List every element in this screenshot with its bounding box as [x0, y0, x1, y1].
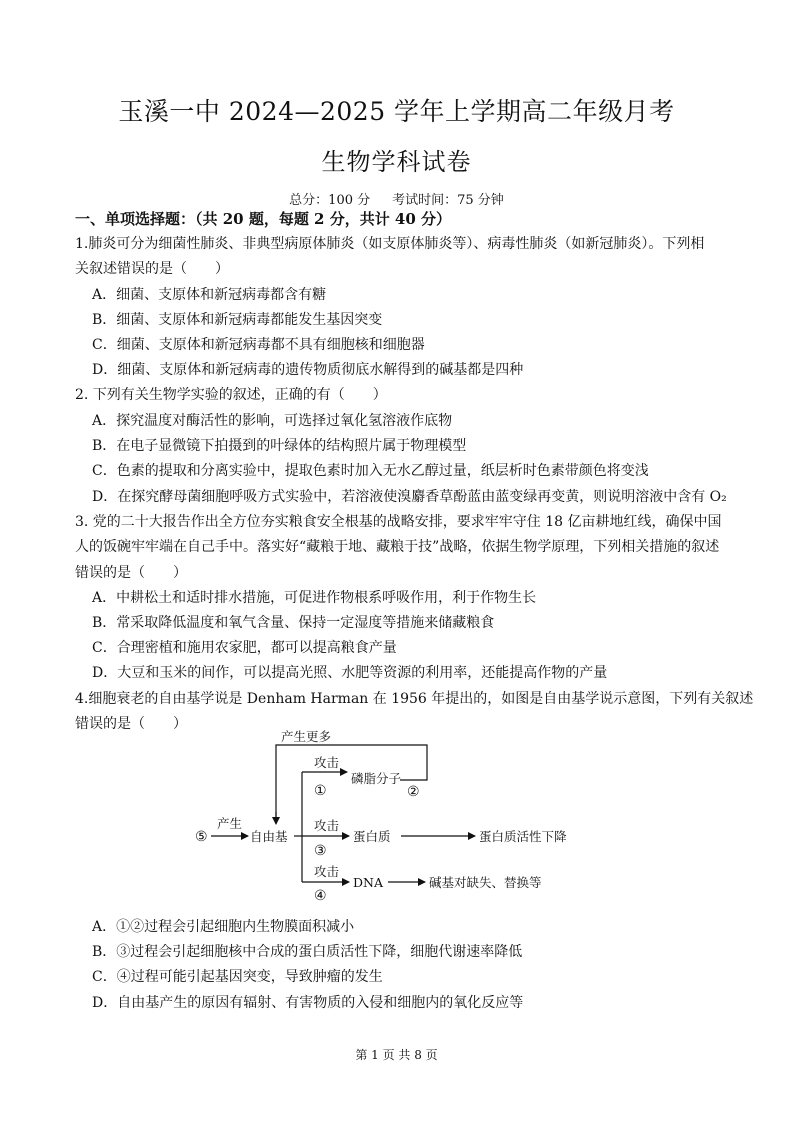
question-3-option-c: C．合理密植和施用农家肥，都可以提高粮食产量: [92, 640, 397, 656]
question-2-option-a: A．探究温度对酶活性的影响，可选择过氧化氢溶液作底物: [92, 413, 453, 429]
attack-label-3: 攻击: [314, 818, 340, 833]
protein-result-label: 蛋白质活性下降: [479, 829, 567, 844]
question-3-line-1: 3. 党的二十大报告作出全方位夯实粮食安全根基的战略安排，要求牢牢守住 18 亿亩耕地红线，确保中国: [75, 514, 722, 530]
question-2-option-b: B．在电子显微镜下拍摄到的叶绿体的结构照片属于物理模型: [92, 438, 467, 454]
dna-result-label: 碱基对缺失、替换等: [429, 875, 542, 890]
free-radical-diagram: [185, 729, 567, 904]
phospholipid-label: 磷脂分子: [351, 771, 402, 786]
question-3-line-3: 错误的是（ ）: [75, 565, 187, 581]
question-1-option-d: D．细菌、支原体和新冠病毒的遗传物质彻底水解得到的碱基都是四种: [92, 362, 524, 378]
label-2: ②: [407, 784, 420, 800]
total-score: 总分：100 分: [289, 193, 371, 208]
label-5: ⑤: [195, 829, 208, 845]
question-3-option-b: B．常采取降低温度和氧气含量、保持一定湿度等措施来储藏粮食: [92, 615, 495, 631]
question-4-line-1: 4.细胞衰老的自由基学说是 Denham Harman 在 1956 年提出的，如图是自由基学说示意图，下列有关叙述: [75, 691, 754, 707]
produce-label: 产生: [217, 816, 243, 831]
question-1-line-1: 1.肺炎可分为细菌性肺炎、非典型病原体肺炎（如支原体肺炎等）、病毒性肺炎（如新冠肺炎）。下列相: [75, 236, 705, 252]
exam-subtitle: 生物学科试卷: [321, 148, 472, 176]
page-footer: 第 1 页 共 8 页: [355, 1048, 438, 1062]
exam-meta: [0, 189, 793, 208]
question-2-option-d: D．在探究酵母菌细胞呼吸方式实验中，若溶液使溴麝香草酚蓝由蓝变绿再变黄，则说明溶液中含有 O₂: [92, 489, 727, 505]
label-1: ①: [314, 783, 327, 799]
question-2-line-1: 2. 下列有关生物学实验的叙述，正确的有（ ）: [75, 387, 387, 403]
question-1-line-2: 关叙述错误的是（ ）: [75, 261, 229, 277]
free-radical-label: 自由基: [250, 829, 288, 844]
question-3-option-a: A．中耕松土和适时排水措施，可促进作物根系呼吸作用，利于作物生长: [92, 590, 537, 606]
question-4-option-a: A．①②过程会引起细胞内生物膜面积减小: [92, 919, 355, 935]
label-3: ③: [314, 843, 327, 859]
label-4: ④: [314, 888, 327, 904]
question-4-option-d: D．自由基产生的原因有辐射、有害物质的入侵和细胞内的氧化反应等: [92, 995, 524, 1011]
question-1-option-b: B．细菌、支原体和新冠病毒都能发生基因突变: [92, 312, 383, 328]
attack-label-4: 攻击: [314, 864, 340, 879]
attack-label-1: 攻击: [314, 755, 340, 770]
question-3-line-2: 人的饭碗牢牢端在自己手中。落实好“藏粮于地、藏粮于技”战略，依据生物学原理，下列相关措施的叙述: [75, 539, 720, 555]
exam-time: 考试时间：75 分钟: [392, 193, 504, 208]
protein-label: 蛋白质: [353, 829, 391, 844]
more-label: 产生更多: [281, 729, 332, 744]
question-4-line-2: 错误的是（ ）: [75, 716, 187, 732]
section-heading: 一、单项选择题：（共 20 题，每题 2 分，共计 40 分）: [75, 210, 452, 228]
question-1-option-a: A．细菌、支原体和新冠病毒都含有糖: [92, 287, 327, 303]
question-4-option-c: C．④过程可能引起基因突变，导致肿瘤的发生: [92, 969, 383, 985]
question-4-option-b: B．③过程会引起细胞核中合成的蛋白质活性下降，细胞代谢速率降低: [92, 944, 523, 960]
question-2-option-c: C．色素的提取和分离实验中，提取色素时加入无水乙醇过量，纸层析时色素带颜色将变浅: [92, 463, 649, 479]
question-3-option-d: D．大豆和玉米的间作，可以提高光照、水肥等资源的利用率，还能提高作物的产量: [92, 665, 608, 681]
dna-label: DNA: [353, 875, 383, 890]
question-1-option-c: C．细菌、支原体和新冠病毒都不具有细胞核和细胞器: [92, 337, 425, 353]
exam-title: 玉溪一中 2024—2025 学年上学期高二年级月考: [118, 97, 675, 126]
